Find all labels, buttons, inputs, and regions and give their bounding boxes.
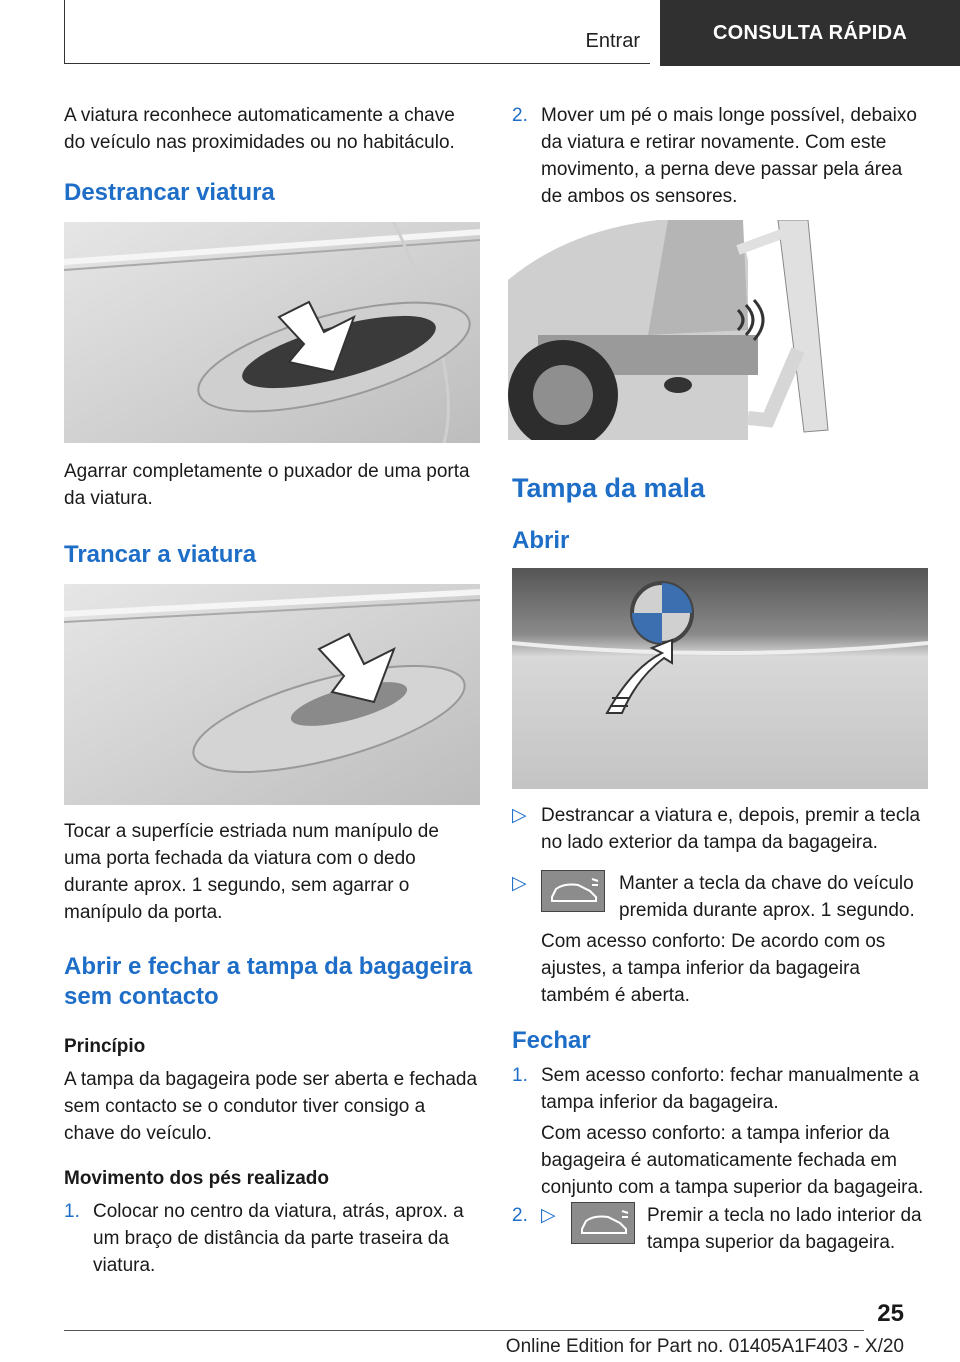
close-step-2-text: Premir a tecla no lado interior da tampa superior da bagageira. [647,1205,922,1253]
step-1-text: Colocar no centro da viatura, atrás, aprox. a um braço de distância da parte traseira da viatura. [93,1201,464,1276]
door-handle-unlock-image [64,222,480,443]
page-number: 25 [877,1300,904,1327]
close-step-2-number: 2. [512,1205,528,1226]
heading-open: Abrir [512,527,570,554]
section-title: Entrar [585,30,640,52]
open-item-1-text: Destrancar a viatura e, depois, premir a tecla no lado exterior da tampa da bagageira. [541,805,921,853]
heading-tailgate: Tampa da mala [512,473,706,503]
step-2-number: 2. [512,105,528,126]
heading-movement: Movimento dos pés realizado [64,1168,329,1189]
step-1-number: 1. [64,1201,80,1222]
left-column [64,102,480,156]
heading-principle: Princípio [64,1036,146,1057]
edition-footer: Online Edition for Part no. 01405A1F403 - X/20 [505,1336,904,1357]
close-step-1-text: Sem acesso conforto: fechar manualmente a tampa inferior da bagageira. [541,1065,920,1113]
close-step-1 [512,1062,928,1116]
door-handle-lock-image [64,584,480,805]
tailgate-button-image [512,568,928,789]
chapter-tab[interactable]: CONSULTA RÁPIDA [660,0,960,66]
heading-lock: Trancar a viatura [64,541,257,568]
open-item-1 [512,802,928,856]
unlock-text: Agarrar completamente o puxador de uma porta da viatura. [64,461,470,509]
close-step-2 [512,1202,928,1256]
lock-text: Tocar a superfície estriada num manípulo de uma porta fechada da viatura com o dedo durante aprox. 1 segundo, sem agarrar o manípulo da porta. [64,821,439,923]
footer-rule [64,1330,864,1331]
step-2 [512,102,928,210]
foot-gesture-image [508,220,844,440]
header-rule-bottom [64,63,650,64]
principle-text: A tampa da bagageira pode ser aberta e fechada sem contacto se o condutor tiver consigo a chave do veículo. [64,1069,478,1144]
step-1 [64,1198,480,1279]
close-comfort-text: Com acesso conforto: a tampa inferior da bagageira é automaticamente fechada em conjunto com a tampa superior da bagageira. [541,1123,924,1198]
comfort-open-text: Com acesso conforto: De acordo com os ajustes, a tampa inferior da bagageira também é aberta. [541,931,886,1006]
bullet-arrow-2: ▷ [512,873,527,894]
close-step-1-number: 1. [512,1065,528,1086]
car-key-tailgate-icon [541,870,605,912]
tailgate-button-icon [571,1202,635,1244]
header-rule-left [64,0,65,64]
open-item-2-text: Manter a tecla da chave do veículo premida durante aprox. 1 segundo. [619,873,915,921]
heading-contactless: Abrir e fechar a tampa da bagageira sem contacto [64,953,473,1010]
bullet-arrow-3: ▷ [541,1205,556,1226]
open-item-2 [512,870,928,924]
intro-text: A viatura reconhece automaticamente a chave do veículo nas proximidades ou no habitáculo. [64,105,455,153]
heading-close: Fechar [512,1027,591,1054]
step-2-text: Mover um pé o mais longe possível, debaixo da viatura e retirar novamente. Com este movimento, a perna deve passar pela área de ambos os sensores. [541,105,917,207]
bullet-arrow-1: ▷ [512,805,527,826]
heading-unlock: Destrancar viatura [64,179,275,206]
